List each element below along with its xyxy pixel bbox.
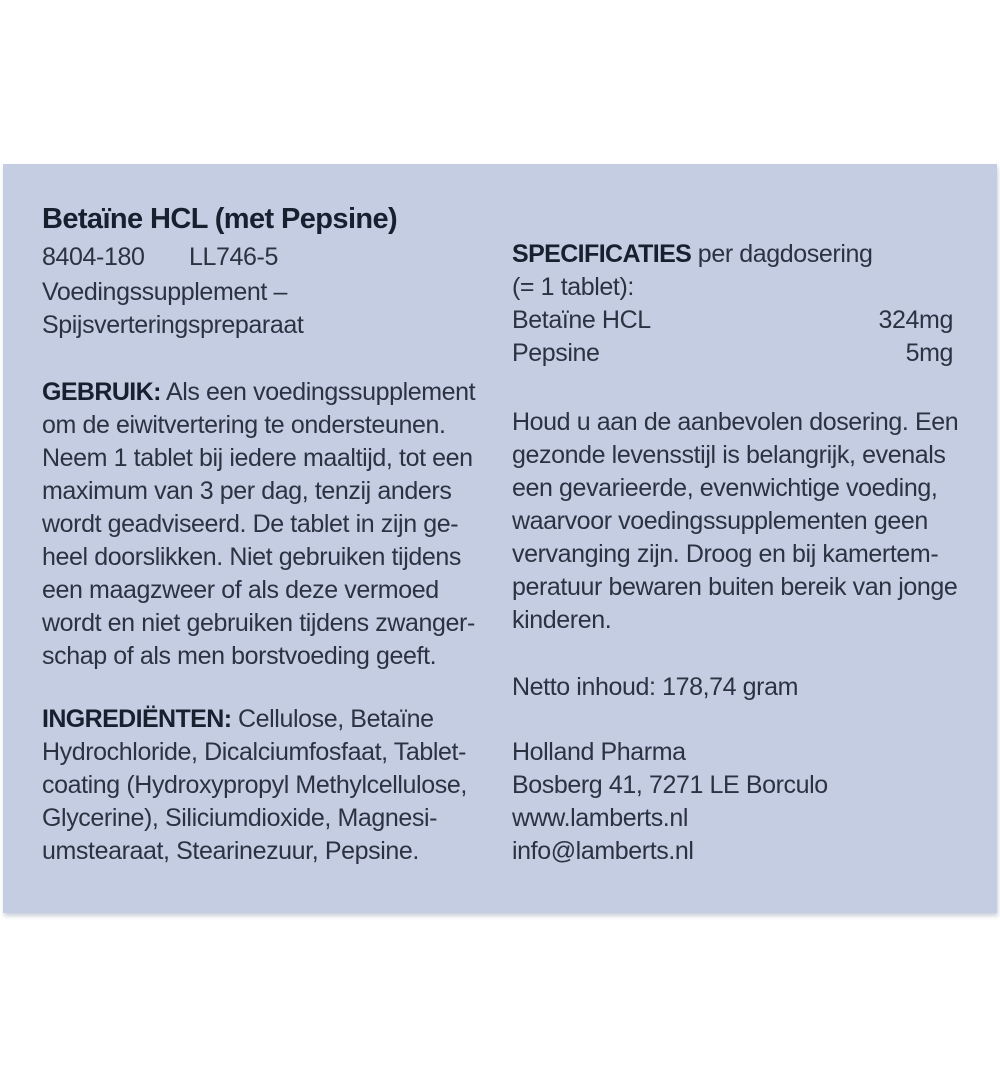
ingredients-text: Cellulose, Betaïne [231,705,434,733]
usage-line: wordt geadviseerd. De tablet in zijn ge- [42,510,459,538]
advisory-line: gezonde levensstijl is belangrijk, evenals [512,441,946,469]
spec-row-betaine-hcl [512,304,953,337]
usage-line: wordt en niet gebruiken tijdens zwanger- [42,609,475,637]
usage-heading: GEBRUIK: [42,378,161,406]
ingredients-heading: INGREDIËNTEN: [42,705,232,733]
usage-line: schap of als men borstvoeding geeft. [42,642,437,670]
specifications-heading-suffix: per dagdosering [691,240,873,268]
usage-line: een maagzweer of als deze vermoed [42,576,439,604]
product-code: LL746-5 [189,243,278,271]
specifications-heading: SPECIFICATIES [512,240,692,268]
ingredients-section [42,703,467,868]
advisory-line: peratuur bewaren buiten bereik van jonge [512,573,958,601]
advisory-line: waarvoor voedingssupplementen geen [512,507,928,535]
advisory-line: een gevarieerde, evenwichtige voeding, [512,474,938,502]
usage-line: Neem 1 tablet bij iedere maaltijd, tot een [42,444,473,472]
advisory-section [512,406,958,637]
distributor-address: Bosberg 41, 7271 LE Borculo [512,771,828,799]
spec-amount: 324mg [878,306,953,334]
usage-text: Als een voedingssupplement [160,378,476,406]
ingredients-line: Glycerine), Siliciumdioxide, Magnesi- [42,804,438,832]
usage-line: om de eiwitvertering te ondersteunen. [42,411,446,439]
ingredients-first-line [42,703,467,736]
product-label [3,164,997,913]
distributor-website: www.lamberts.nl [512,804,688,832]
spec-name: Pepsine [512,339,600,367]
ingredients-line: Hydrochloride, Dicalciumfosfaat, Tablet- [42,738,467,766]
ingredients-line: coating (Hydroxypropyl Methylcellulose, [42,771,467,799]
usage-line: maximum van 3 per dag, tenzij anders [42,477,452,505]
spec-row-pepsine [512,337,953,370]
distributor-section [512,736,828,868]
product-codes [42,241,278,274]
advisory-line: Houd u aan de aanbevolen dosering. Een [512,408,959,436]
distributor-email: info@lamberts.nl [512,837,694,865]
usage-line: heel doorslikken. Niet gebruiken tijdens [42,543,461,571]
distributor-name: Holland Pharma [512,738,686,766]
usage-first-line [42,376,475,409]
specifications-section [512,238,953,370]
ingredients-line: umstearaat, Stearinezuur, Pepsine. [42,837,419,865]
spec-name: Betaïne HCL [512,306,651,334]
advisory-line: kinderen. [512,606,612,634]
product-subtitle [42,276,303,342]
spec-amount: 5mg [905,339,953,367]
subtitle-line: Voedingssupplement – [42,278,287,306]
advisory-line: vervanging zijn. Droog en bij kamertem- [512,540,939,568]
specifications-heading-line [512,238,953,271]
batch-code: 8404-180 [42,243,145,271]
net-content: Netto inhoud: 178,74 gram [512,673,799,701]
specifications-subline: (= 1 tablet): [512,273,634,301]
subtitle-line: Spijsverteringspreparaat [42,311,304,339]
product-title: Betaïne HCL (met Pepsine) [42,203,398,235]
usage-section [42,376,475,673]
